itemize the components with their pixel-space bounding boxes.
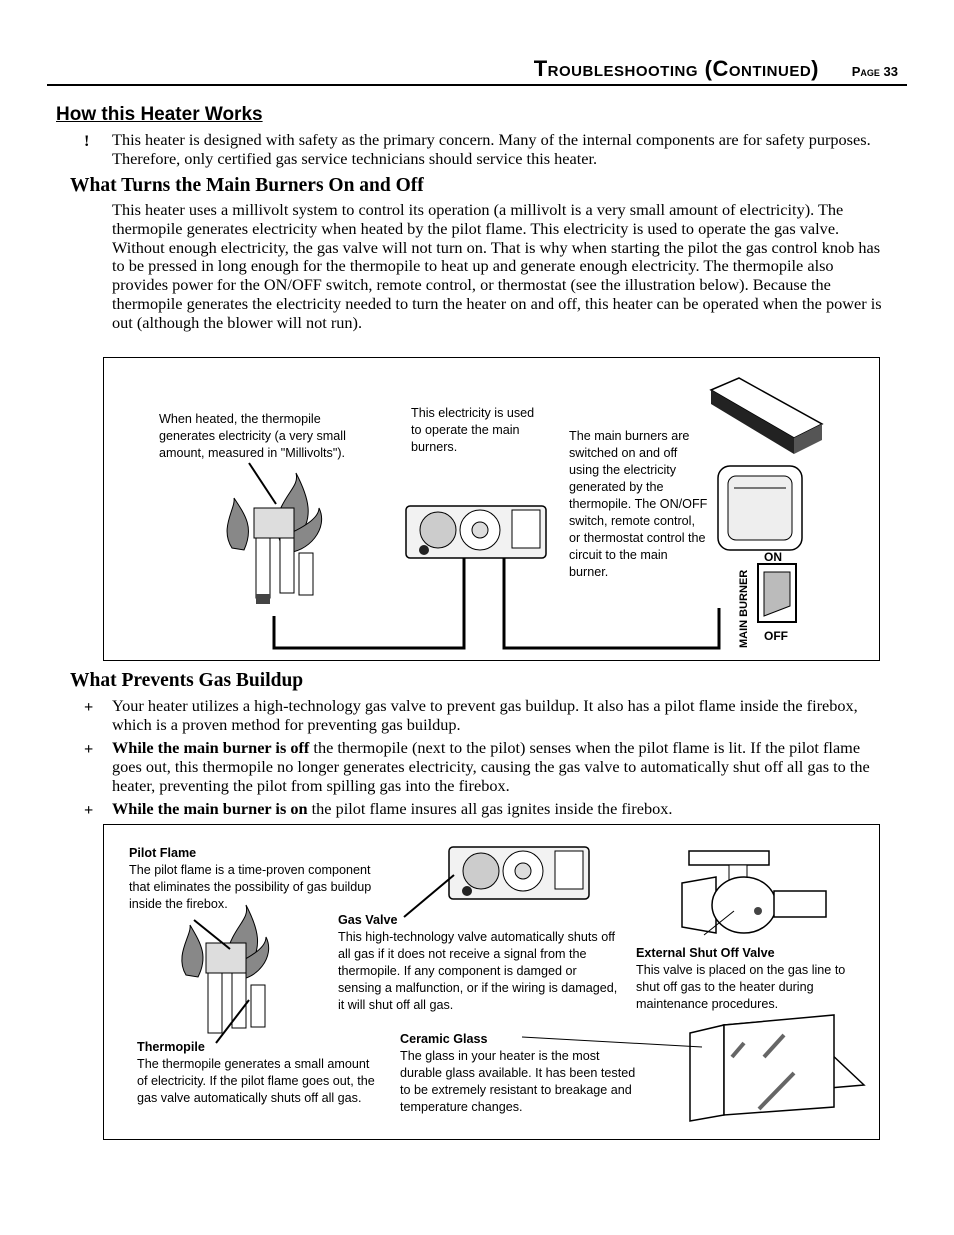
on-off-switch-icon — [758, 564, 796, 622]
safety-paragraph: This heater is designed with safety as the primary concern. Many of the internal components are for safety purposes. Therefore, only certified gas service technicians should service this heater. — [112, 130, 871, 168]
bullet-text: the pilot flame insures all gas ignites inside the firebox. — [307, 799, 673, 818]
shut-off-valve-icon — [682, 851, 826, 933]
pilot-flame-caption — [129, 845, 389, 913]
bullet-bold-lead: While the main burner is on — [112, 799, 308, 818]
ceramic-glass-icon — [690, 1015, 864, 1121]
shut-off-valve-title: External Shut Off Valve — [636, 946, 775, 960]
section-heading-how-heater-works: How this Heater Works — [56, 104, 263, 125]
thermopile-flame-icon — [227, 473, 322, 604]
warning-bullet: ! — [84, 131, 90, 150]
millivolt-system-illustration — [103, 357, 880, 661]
burner-caption: The main burners are switched on and off using the electricity generated by the thermopile. The ON/OFF switch, remote control, or thermostat control the circuit to the main burner. — [569, 429, 708, 579]
switch-on-label: ON — [764, 550, 782, 564]
ceramic-glass-caption — [400, 1031, 640, 1116]
valve-caption: This electricity is used to operate the main burners. — [411, 406, 535, 454]
thermostat-icon — [718, 466, 802, 550]
bullet-mark: + — [84, 697, 94, 716]
bullet-burner-on — [112, 800, 882, 819]
remote-control-icon — [711, 378, 822, 454]
header-rule — [47, 84, 907, 86]
pilot-flame-title: Pilot Flame — [129, 846, 197, 860]
thermopile-title: Thermopile — [137, 1040, 205, 1054]
pilot-flame-text: The pilot flame is a time-proven component that eliminates the possibility of gas buildup inside the firebox. — [129, 863, 372, 911]
bullet-text: the thermopile (next to the pilot) senses when the pilot flame is lit. If the pilot flame goes out, this thermopile no longer generates electricity, causing the gas valve to automatically shut off all gas to the heater, preventing the pilot from spilling gas into the firebox. — [112, 738, 870, 795]
ceramic-glass-text: The glass in your heater is the most durable glass available. It has been tested to be extremely resistant to breakage and temperature changes. — [400, 1049, 636, 1114]
bullet-text: Your heater utilizes a high-technology gas valve to prevent gas buildup. It also has a pilot flame inside the firebox, which is a proven method for preventing gas buildup. — [112, 696, 858, 734]
page-title: Troubleshooting (Continued) — [533, 56, 819, 81]
switch-off-label: OFF — [764, 629, 788, 643]
bullet-bold-lead: While the main burner is off — [112, 738, 310, 757]
page-number: Page 33 — [851, 64, 898, 79]
shut-off-valve-caption — [636, 945, 851, 1013]
gas-valve-icon — [449, 847, 589, 899]
bullet-mark: + — [84, 800, 94, 819]
section-heading-gas-buildup: What Prevents Gas Buildup — [70, 670, 304, 691]
gas-valve-title: Gas Valve — [338, 913, 398, 927]
thermopile-caption — [137, 1039, 382, 1107]
gas-valve-icon — [406, 506, 546, 558]
bullet-burner-off — [112, 739, 882, 795]
section-heading-main-burners: What Turns the Main Burners On and Off — [70, 175, 424, 196]
thermopile-caption: When heated, the thermopile generates electricity (a very small amount, measured in "Millivolts"). — [159, 412, 346, 460]
gas-valve-text: This high-technology valve automatically shuts off all gas if it does not receive a signal from the thermopile. If any component is damged or sensing a malfunction, or if the wiring is damaged, it will shut off all gas. — [338, 930, 618, 1012]
gas-buildup-illustration — [103, 824, 880, 1140]
shut-off-valve-text: This valve is placed on the gas line to shut off gas to the heater during maintenance procedures. — [636, 963, 846, 1011]
main-burner-label: MAIN BURNER — [738, 569, 750, 648]
ceramic-glass-title: Ceramic Glass — [400, 1032, 488, 1046]
gas-valve-caption — [338, 912, 623, 1014]
thermopile-text: The thermopile generates a small amount of electricity. If the pilot flame goes out, the gas valve automatically shuts off all gas. — [137, 1057, 375, 1105]
millivolt-diagram — [104, 358, 879, 660]
millivolt-paragraph: This heater uses a millivolt system to control its operation (a millivolt is a very small amount of electricity). The thermopile generates electricity when heated by the pilot flame. This electricity is used to operate the gas valve. Without enough electricity, the gas valve will not turn on. That is why when starting the pilot the gas control knob has to be pressed in long enough for the thermopile to heat up and generate enough electricity. The thermopile also provides power for the ON/OFF switch, remote control, or thermostat (see the illustration below). Because the thermopile generates the electricity needed to turn the heater on and off, this heater can be operated when the power is out (although the blower will not run). — [112, 200, 882, 332]
bullet-mark: + — [84, 739, 94, 758]
thermopile-flame-icon — [182, 905, 269, 1033]
